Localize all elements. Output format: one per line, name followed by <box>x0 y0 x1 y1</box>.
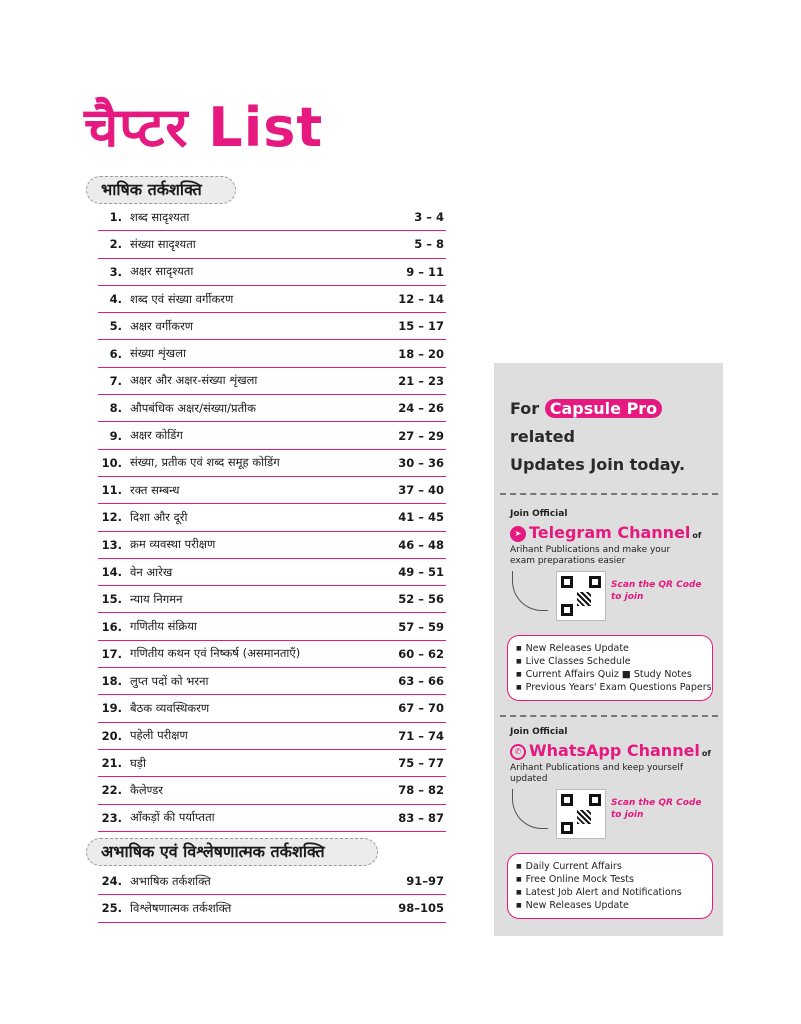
chapter-title: गणितीय संक्रिया <box>130 619 197 634</box>
telegram-channel-link[interactable] <box>510 523 715 542</box>
toc-row[interactable] <box>98 313 446 340</box>
whatsapp-block <box>510 727 715 919</box>
toc-row[interactable] <box>98 613 446 640</box>
toc-row[interactable] <box>98 504 446 531</box>
chapter-title: न्याय निगमन <box>130 591 183 606</box>
telegram-features <box>507 635 713 701</box>
chapter-title: वेन आरेख <box>130 564 173 579</box>
chapter-number: 23. <box>101 810 122 825</box>
chapter-title: शब्द एवं संख्या वर्गीकरण <box>130 291 234 306</box>
telegram-icon: ➤ <box>510 526 526 542</box>
page-range: 15 – 17 <box>398 319 444 334</box>
whatsapp-qr-code[interactable] <box>556 789 606 839</box>
chapter-number: 3. <box>109 264 122 279</box>
chapter-title: अक्षर और अक्षर-संख्या शृंखला <box>130 373 258 388</box>
toc-row[interactable] <box>98 895 446 922</box>
chapter-title: अभाषिक तर्कशक्ति <box>130 873 211 888</box>
page-range: 91–97 <box>406 874 444 889</box>
toc-row[interactable] <box>98 805 446 832</box>
promo-panel <box>494 363 723 936</box>
chapter-title: रक्त सम्बन्ध <box>130 482 180 497</box>
chapter-title: लुप्त पदों को भरना <box>130 673 209 688</box>
page-range: 63 – 66 <box>398 674 444 689</box>
chapter-number: 15. <box>101 592 122 607</box>
capsule-pro-badge: Capsule Pro <box>545 399 662 418</box>
whatsapp-channel-label: WhatsApp Channel <box>529 741 700 760</box>
toc-row[interactable] <box>98 259 446 286</box>
page-range: 78 – 82 <box>398 783 444 798</box>
toc-row[interactable] <box>98 777 446 804</box>
page-range: 67 – 70 <box>398 701 444 716</box>
of-label: of <box>701 749 711 758</box>
page-range: 49 – 51 <box>398 565 444 579</box>
curved-arrow-icon <box>512 789 548 829</box>
chapter-number: 13. <box>101 537 122 552</box>
chapter-title: बैठक व्यवस्थिकरण <box>130 700 210 715</box>
feature-item: ■ Previous Years' Exam Questions Papers <box>516 681 704 694</box>
chapter-number: 1. <box>109 210 122 225</box>
toc-list-nonverbal <box>98 868 446 923</box>
promo-line1-post: related <box>510 427 575 446</box>
page-range: 18 – 20 <box>398 346 444 361</box>
of-label: of <box>692 531 702 540</box>
page-range: 60 – 62 <box>398 646 444 661</box>
chapter-number: 6. <box>109 346 122 361</box>
section-heading-verbal: भाषिक तर्कशक्ति <box>86 176 236 204</box>
toc-row[interactable] <box>98 231 446 258</box>
toc-row[interactable] <box>98 422 446 449</box>
feature-item: ■ Current Affairs Quiz ■ Study Notes <box>516 668 704 681</box>
chapter-title: संख्या सादृश्यता <box>130 236 196 251</box>
scan-qr-text: Scan the QR Code to join <box>611 580 702 602</box>
chapter-number: 16. <box>101 619 122 634</box>
join-official-label: Join Official <box>510 509 568 519</box>
curved-arrow-icon <box>512 571 548 611</box>
chapter-title: क्रम व्यवस्था परीक्षण <box>130 537 216 552</box>
chapter-title: संख्या शृंखला <box>130 346 186 361</box>
promo-heading <box>510 395 715 479</box>
toc-row[interactable] <box>98 477 446 504</box>
toc-row[interactable] <box>98 395 446 422</box>
chapter-number: 12. <box>101 510 122 525</box>
feature-item: ■ Free Online Mock Tests <box>516 873 704 886</box>
chapter-title: गणितीय कथन एवं निष्कर्ष (असमानताएँ) <box>130 646 301 661</box>
promo-line1-pre: For <box>510 399 540 418</box>
page-range: 71 – 74 <box>398 728 444 743</box>
chapter-title: शब्द सादृश्यता <box>130 209 190 224</box>
chapter-title: अक्षर वर्गीकरण <box>130 318 194 333</box>
chapter-number: 4. <box>109 292 122 307</box>
chapter-title: अक्षर कोडिंग <box>130 428 183 443</box>
chapter-number: 18. <box>101 674 122 689</box>
toc-row[interactable] <box>98 204 446 231</box>
chapter-title: आँकड़ों की पर्याप्तता <box>130 810 215 825</box>
feature-item: ■ Live Classes Schedule <box>516 655 704 668</box>
feature-item: ■ New Releases Update <box>516 642 704 655</box>
page-range: 75 – 77 <box>398 756 444 771</box>
feature-item: ■ Latest Job Alert and Notifications <box>516 886 704 899</box>
whatsapp-subtext: Arihant Publications and keep yourself updated <box>510 763 684 784</box>
toc-row[interactable] <box>98 368 446 395</box>
chapter-title: अक्षर सादृश्यता <box>130 264 194 279</box>
chapter-number: 9. <box>109 428 122 443</box>
chapter-title: दिशा और दूरी <box>130 509 188 524</box>
telegram-block <box>510 509 715 701</box>
scan-qr-text: Scan the QR Code to join <box>611 798 702 820</box>
page-range: 37 – 40 <box>398 483 444 498</box>
chapter-number: 20. <box>101 728 122 743</box>
page-range: 41 – 45 <box>398 510 444 525</box>
telegram-channel-label: Telegram Channel <box>529 523 691 542</box>
chapter-title: औपबंधिक अक्षर/संख्या/प्रतीक <box>130 400 256 415</box>
chapter-number: 5. <box>109 319 122 334</box>
chapter-number: 7. <box>109 373 122 388</box>
toc-row[interactable] <box>98 340 446 367</box>
toc-row[interactable] <box>98 868 446 895</box>
chapter-title: घड़ी <box>130 755 146 770</box>
page-range: 21 – 23 <box>398 373 444 388</box>
chapter-number: 24. <box>101 874 122 889</box>
chapter-number: 22. <box>101 783 122 798</box>
chapter-number: 21. <box>101 756 122 771</box>
feature-item: ■ Daily Current Affairs <box>516 860 704 873</box>
divider <box>500 493 718 495</box>
toc-row[interactable] <box>98 641 446 668</box>
section-heading-nonverbal: अभाषिक एवं विश्लेषणात्मक तर्कशक्ति <box>86 838 378 866</box>
chapter-number: 19. <box>101 701 122 716</box>
chapter-title: विश्लेषणात्मक तर्कशक्ति <box>130 900 232 915</box>
toc-row[interactable] <box>98 668 446 695</box>
chapter-number: 25. <box>101 901 122 916</box>
page-range: 57 – 59 <box>398 619 444 634</box>
chapter-number: 2. <box>109 237 122 252</box>
promo-line2: Updates Join today. <box>510 455 686 474</box>
toc-row[interactable] <box>98 750 446 777</box>
join-official-label: Join Official <box>510 727 568 737</box>
page-range: 27 – 29 <box>398 428 444 443</box>
page-range: 98–105 <box>398 901 444 916</box>
chapter-number: 10. <box>101 455 122 470</box>
chapter-number: 14. <box>101 565 122 579</box>
chapter-title: संख्या, प्रतीक एवं शब्द समूह कोडिंग <box>130 455 280 470</box>
chapter-number: 11. <box>101 483 122 498</box>
page-range: 9 – 11 <box>406 264 444 279</box>
page-range: 12 – 14 <box>398 292 444 307</box>
chapter-title: पहेली परीक्षण <box>130 728 188 743</box>
page-range: 83 – 87 <box>398 810 444 825</box>
telegram-qr-code[interactable] <box>556 571 606 621</box>
toc-row[interactable] <box>98 532 446 559</box>
page-range: 46 – 48 <box>398 537 444 552</box>
feature-item: ■ New Releases Update <box>516 899 704 912</box>
toc-row[interactable] <box>98 586 446 613</box>
toc-list-verbal <box>98 204 446 832</box>
toc-row[interactable] <box>98 559 446 586</box>
page-range: 30 – 36 <box>398 455 444 470</box>
toc-row[interactable] <box>98 695 446 722</box>
page-range: 5 – 8 <box>414 237 444 252</box>
page-range: 3 – 4 <box>414 210 444 225</box>
chapter-number: 17. <box>101 646 122 661</box>
page-range: 52 – 56 <box>398 592 444 607</box>
divider <box>500 715 718 717</box>
whatsapp-channel-link[interactable] <box>510 741 715 760</box>
page-range: 24 – 26 <box>398 401 444 416</box>
page-title: चैप्टर List <box>84 96 324 159</box>
toc-row[interactable] <box>98 286 446 313</box>
chapter-number: 8. <box>109 401 122 416</box>
toc-row[interactable] <box>98 723 446 750</box>
whatsapp-features <box>507 853 713 919</box>
telegram-subtext: Arihant Publications and make your exam preparations easier <box>510 545 671 566</box>
whatsapp-icon: ✆ <box>510 744 526 760</box>
chapter-title: कैलेण्डर <box>130 782 163 797</box>
toc-row[interactable] <box>98 450 446 477</box>
